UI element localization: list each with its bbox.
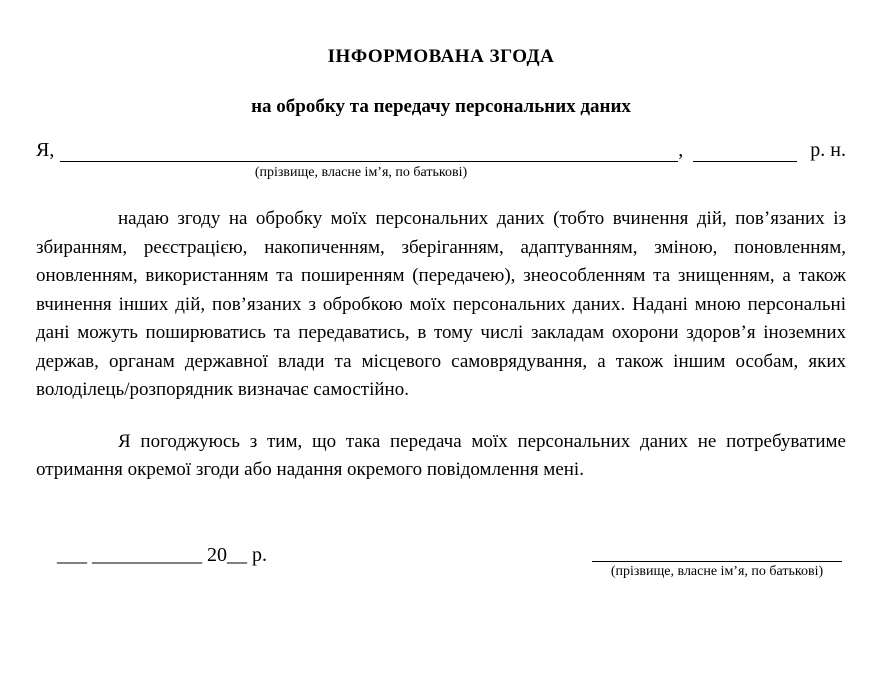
birth-year-suffix-label: р. н. (805, 139, 846, 161)
signature-block (592, 542, 842, 580)
name-line-comma: , (678, 139, 684, 161)
footer-row (36, 542, 846, 580)
date-blank-line: ___ ___________ 20__ р. (57, 543, 267, 566)
document-subtitle: на обробку та передачу персональних даних (251, 96, 631, 117)
signature-blank (592, 542, 842, 562)
full-name-blank (60, 139, 678, 162)
name-line-caption: (прізвище, власне ім’я, по батькові) (254, 165, 468, 180)
signature-caption: (прізвище, власне ім’я, по батькові) (610, 563, 824, 579)
document-title: ІНФОРМОВАНА ЗГОДА (327, 46, 555, 67)
name-prefix-label: Я, (36, 139, 55, 161)
name-line (36, 138, 846, 162)
agreement-paragraph: Я погоджуюсь з тим, що така передача моїх персональних даних не потребуватиме отримання окремої згоди або надання окремого повідомлення мені. (36, 430, 846, 480)
consent-paragraph: надаю згоду на обробку моїх персональних даних (тобто вчинення дій, пов’язаних із збиранням, реєстрацією, накопиченням, зберіганням, адаптуванням, зміною, поновленням, оновленням, використанням та поширенням (передачею), знеособленням та знищенням, а також вчинення інших дій, пов’язаних з обробкою моїх персональних даних. Надані мною персональні дані можуть поширюватись та передаватись, в тому числі закладам охорони здоров’я іноземних держав, органам державної влади та місцевого самоврядування, а також іншим особам, яких володілець/розпорядник визначає самостійно. (36, 208, 846, 400)
birth-year-blank (693, 139, 797, 162)
